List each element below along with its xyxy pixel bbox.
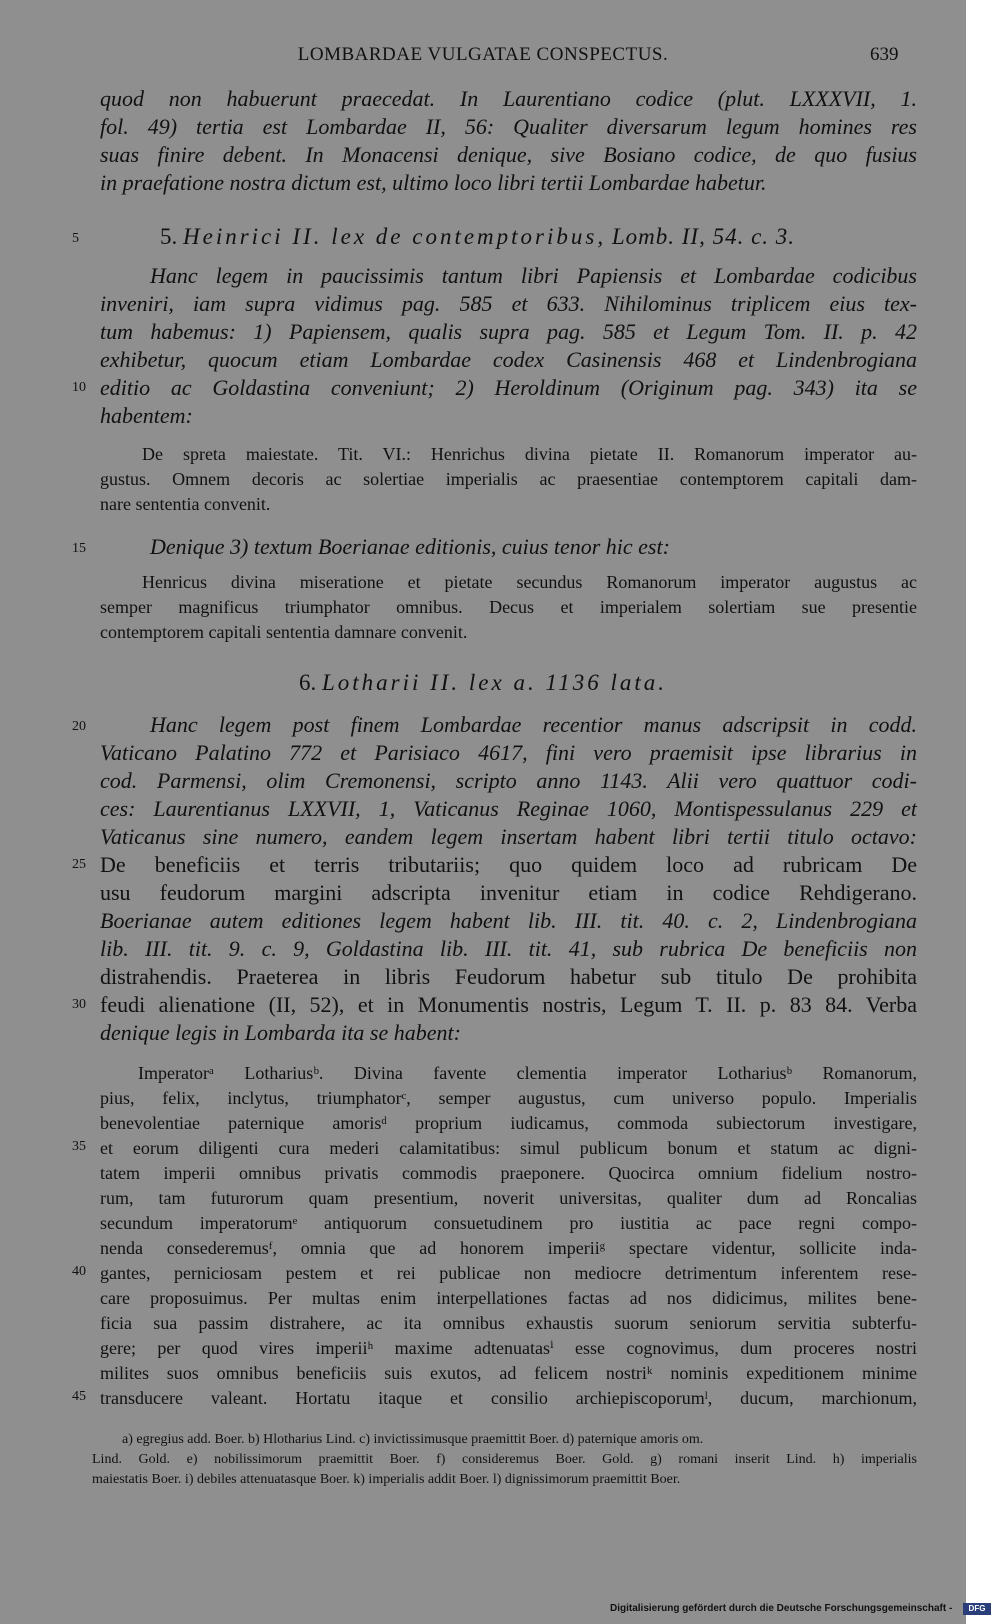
text-line: suas finire debent. In Monacensi denique, sive Bosiano codice, de quo fusius: [100, 142, 917, 167]
digitization-credit: Digitalisierung gefördert durch die Deutsche Forschungsgemeinschaft -: [610, 1603, 953, 1614]
line-number: 15: [72, 541, 86, 556]
text-line: Vaticano Palatino 772 et Parisiaco 4617, fini vero praemisit ipse librarius in: [100, 740, 917, 765]
text-line: quod non habuerunt praecedat. In Laurentiano codice (plut. LXXXVII, 1.: [100, 86, 917, 111]
line-number: 20: [72, 719, 86, 734]
section-number: 5.: [160, 224, 178, 249]
text-line: semper magnificus triumphator omnibus. Decus et imperialem solertiam sue presentie: [100, 597, 917, 617]
line-number: 10: [72, 380, 86, 395]
section-6-heading: [0, 669, 966, 697]
text-line: contemptorem capitali sententia damnare convenit.: [100, 622, 468, 642]
line-number: 35: [72, 1139, 86, 1154]
text-line: De spreta maiestate. Tit. VI.: Henrichus divina pietate II. Romanorum imperator au-: [142, 444, 917, 464]
line-number: 30: [72, 997, 86, 1012]
section-title: Lotharii II. lex a. 1136 lata.: [321, 670, 668, 695]
text-line: lib. III. tit. 9. c. 9, Goldastina lib. III. tit. 41, sub rubrica De beneficiis non: [100, 936, 917, 961]
text-line: editio ac Goldastina conveniunt; 2) Heroldinum (Originum pag. 343) ita se: [100, 375, 917, 400]
text-line: Hanc legem post finem Lombardae recentior manus adscripsit in codd.: [150, 712, 917, 737]
text-line: gere; per quod vires imperiiʰ maxime adtenuatasⁱ esse cognovimus, dum proceres nostri: [100, 1338, 917, 1358]
text-line: inveniri, iam supra vidimus pag. 585 et 633. Nihilominus triplicem eius tex-: [100, 291, 917, 316]
text-line: Denique 3) textum Boerianae editionis, cuius tenor hic est:: [150, 534, 670, 559]
text-line: distrahendis. Praeterea in libris Feudorum habetur sub titulo De prohibita: [100, 964, 917, 989]
text-line: nenda consederemusᶠ, omnia que ad honorem imperiiᵍ spectare videntur, sollicite inda-: [100, 1238, 917, 1258]
text-line: cod. Parmensi, olim Cremonensi, scripto anno 1143. Alii vero quattuor codi-: [100, 768, 917, 793]
line-number: 5: [72, 231, 79, 246]
section-reference: Lomb. II, 54. c. 3.: [611, 224, 796, 249]
text-line: tatem imperii omnibus privatis commodis praeponere. Quocirca omnium fidelium nostro-: [100, 1163, 917, 1183]
text-line: rum, tam futurorum quam presentium, noverit universitas, qualiter dum ad Roncalias: [100, 1188, 917, 1208]
text-line: tum habemus: 1) Papiensem, qualis supra pag. 585 et Legum Tom. II. p. 42: [100, 319, 917, 344]
text-line: Vaticanus sine numero, eandem legem insertam habent libri tertii titulo octavo:: [100, 824, 917, 849]
footnote-line: a) egregius add. Boer. b) Hlotharius Lind. c) invictissimusque praemittit Boer. d) paternique amoris om.: [122, 1432, 704, 1447]
text-line: feudi alienatione (II, 52), et in Monumentis nostris, Legum T. II. p. 83 84. Verba: [100, 992, 917, 1017]
text-line: De beneficiis et terris tributariis; quo quidem loco ad rubricam De: [100, 852, 917, 877]
text-line: pius, felix, inclytus, triumphatorᶜ, semper augustus, cum universo populo. Imperialis: [100, 1088, 917, 1108]
text-line: et eorum diligenti cura mederi calamitatibus: simul publicum bonum et statum ac digni-: [100, 1138, 917, 1158]
page-number: 639: [870, 44, 899, 65]
text-line: ficia sua passim distrahere, ac ita omnibus exhaustis suorum seniorum servitia subterfu-: [100, 1313, 917, 1333]
text-line: milites suos omnibus beneficiis suis exutos, ad felicem nostriᵏ nominis expeditionem minime: [100, 1363, 917, 1383]
text-line: transducere valeant. Hortatu itaque et consilio archiepiscoporumˡ, ducum, marchionum,: [100, 1388, 917, 1408]
text-line: fol. 49) tertia est Lombardae II, 56: Qualiter diversarum legum homines res: [100, 114, 917, 139]
text-line: Boerianae autem editiones legem habent lib. III. tit. 40. c. 2, Lindenbrogiana: [100, 908, 917, 933]
line-number: 40: [72, 1264, 86, 1279]
text-line: Henricus divina miseratione et pietate secundus Romanorum imperator augustus ac: [142, 572, 917, 592]
dfg-logo: DFG: [963, 1603, 991, 1615]
text-line: benevolentiae paternique amorisᵈ proprium iudicamus, commoda subiectorum investigare,: [100, 1113, 917, 1133]
text-line: gantes, perniciosam pestem et rei publicae non mediocre detrimentum inferentem rese-: [100, 1263, 917, 1283]
footnote-line: maiestatis Boer. i) debiles attenuatasque Boer. k) imperialis addit Boer. l) dignissimorum praemittit Boer.: [92, 1472, 681, 1487]
text-line: usu feudorum margini adscripta invenitur etiam in codice Rehdigerano.: [100, 880, 917, 905]
text-line: habentem:: [100, 403, 193, 428]
text-line: care proposuimus. Per multas enim interpellationes factas ad nos didicimus, milites bene-: [100, 1288, 917, 1308]
text-line: gustus. Omnem decoris ac solertiae imperialis ac praesentiae contemptorem capitali dam-: [100, 469, 917, 489]
text-line: denique legis in Lombarda ita se habent:: [100, 1020, 461, 1045]
running-title: LOMBARDAE VULGATAE CONSPECTUS.: [297, 44, 669, 65]
text-line: in praefatione nostra dictum est, ultimo loco libri tertii Lombardae habetur.: [100, 170, 767, 195]
section-5-heading: [160, 223, 795, 251]
section-number: 6.: [298, 670, 317, 695]
text-line: Hanc legem in paucissimis tantum libri Papiensis et Lombardae codicibus: [150, 263, 917, 288]
text-line: exhibetur, quocum etiam Lombardae codex Casinensis 468 et Lindenbrogiana: [100, 347, 917, 372]
footnote-line: Lind. Gold. e) nobilissimorum praemittit Boer. f) consideremus Boer. Gold. g) romani inserit Lind. h) imperialis: [92, 1452, 917, 1467]
line-number: 45: [72, 1389, 86, 1404]
text-line: secundum imperatorumᵉ antiquorum consuetudinem pro iustitia ac pace regni compo-: [100, 1213, 917, 1233]
text-line: nare sententia convenit.: [100, 494, 271, 514]
text-line: Imperatorᵃ Lothariusᵇ. Divina favente clementia imperator Lothariusᵇ Romanorum,: [138, 1063, 917, 1083]
section-title: Heinrici II. lex de contemptoribus,: [183, 224, 607, 249]
text-line: ces: Laurentianus LXXVII, 1, Vaticanus Reginae 1060, Montispessulanus 229 et: [100, 796, 917, 821]
line-number: 25: [72, 857, 86, 872]
